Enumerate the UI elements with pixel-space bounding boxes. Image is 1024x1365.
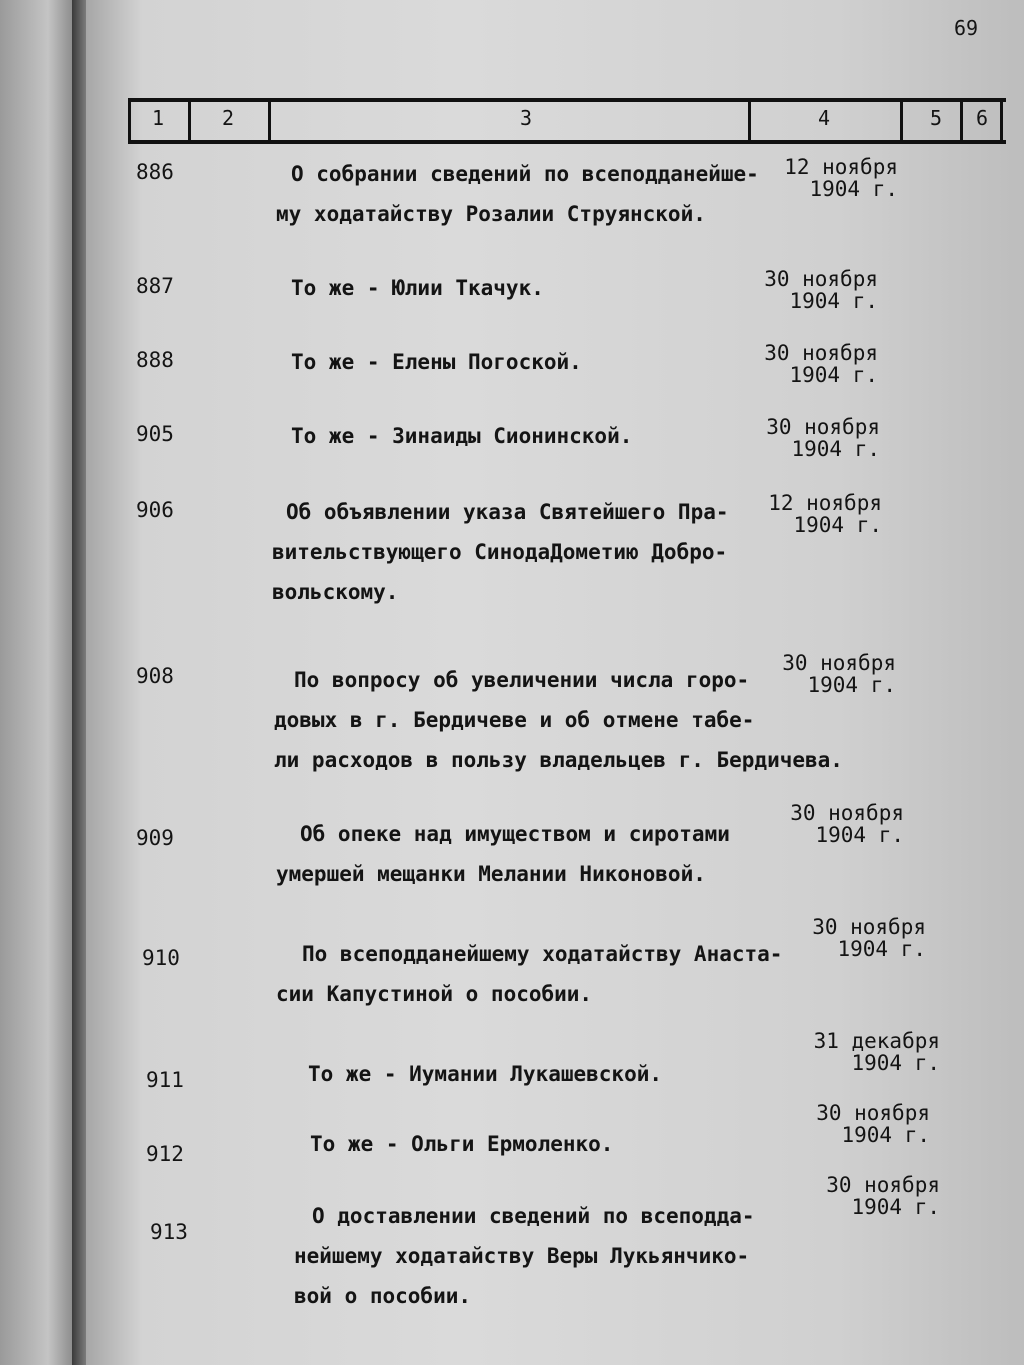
entry-title-line: О собрании сведений по всеподданейше- bbox=[291, 162, 759, 186]
entry-date-day: 30 ноября bbox=[782, 651, 896, 675]
entry-title-line: довых в г. Бердичеве и об отмене табе- bbox=[274, 708, 755, 732]
entry-date bbox=[816, 1102, 930, 1146]
entry-date-year: 1904 г. bbox=[809, 177, 898, 201]
entry-date bbox=[814, 1030, 940, 1074]
entry-title-line: По всеподданейшему ходатайству Анаста- bbox=[302, 942, 783, 966]
entry-date-day: 30 ноября bbox=[812, 915, 926, 939]
header-divider bbox=[1000, 102, 1003, 140]
entry-title-line: вой о пособии. bbox=[294, 1284, 472, 1308]
entry-number: 910 bbox=[142, 946, 180, 970]
entry-number: 908 bbox=[136, 664, 174, 688]
entry-date-day: 30 ноября bbox=[764, 341, 878, 365]
entry-date-year: 1904 г. bbox=[793, 513, 882, 537]
entry-date-year: 1904 г. bbox=[807, 673, 896, 697]
header-col-6: 6 bbox=[976, 106, 989, 130]
entry-number: 888 bbox=[136, 348, 174, 372]
entry-date bbox=[812, 916, 926, 960]
left-page-edge bbox=[0, 0, 80, 1365]
entry-date bbox=[790, 802, 904, 846]
entry-title-line: ли расходов в пользу владельцев г. Бердичева. bbox=[274, 748, 843, 772]
header-col-1: 1 bbox=[152, 106, 165, 130]
entry-number: 905 bbox=[136, 422, 174, 446]
entry-title-line: То же - Юлии Ткачук. bbox=[291, 276, 544, 300]
entry-date bbox=[766, 416, 880, 460]
entry-date-day: 12 ноября bbox=[768, 491, 882, 515]
header-col-4: 4 bbox=[818, 106, 831, 130]
entry-title-line: сии Капустиной о пособии. bbox=[276, 982, 593, 1006]
document-page bbox=[86, 0, 1024, 1365]
entry-title-line: То же - Елены Погоской. bbox=[291, 350, 582, 374]
table-header bbox=[128, 98, 1006, 144]
header-col-2: 2 bbox=[222, 106, 235, 130]
entry-title-line: Об объявлении указа Святейшего Пра- bbox=[286, 500, 729, 524]
entry-number: 911 bbox=[146, 1068, 184, 1092]
entry-date bbox=[826, 1174, 940, 1218]
entry-date-day: 30 ноября bbox=[764, 267, 878, 291]
entry-date bbox=[782, 652, 896, 696]
entry-title-line: умершей мещанки Мелании Никоновой. bbox=[276, 862, 706, 886]
entry-date-year: 1904 г. bbox=[851, 1051, 940, 1075]
entry-date-year: 1904 г. bbox=[791, 437, 880, 461]
entry-number: 886 bbox=[136, 160, 174, 184]
entry-date-day: 30 ноября bbox=[826, 1173, 940, 1197]
header-divider bbox=[900, 102, 903, 140]
entry-date bbox=[768, 492, 882, 536]
header-divider bbox=[268, 102, 271, 140]
entry-title-line: вительствующего СинодаДометию Добро- bbox=[272, 540, 728, 564]
header-col-3: 3 bbox=[520, 106, 533, 130]
entry-title-line: нейшему ходатайству Веры Лукьянчико- bbox=[294, 1244, 750, 1268]
entry-title-line: По вопросу об увеличении числа горо- bbox=[294, 668, 750, 692]
entry-date-day: 30 ноября bbox=[816, 1101, 930, 1125]
entry-date-year: 1904 г. bbox=[789, 289, 878, 313]
entry-title-line: То же - Ольги Ермоленко. bbox=[310, 1132, 614, 1156]
entry-title-line: То же - Иумании Лукашевской. bbox=[308, 1062, 663, 1086]
header-divider bbox=[128, 102, 131, 140]
entry-date-day: 12 ноября bbox=[784, 155, 898, 179]
entry-number: 912 bbox=[146, 1142, 184, 1166]
entry-date-year: 1904 г. bbox=[851, 1195, 940, 1219]
header-divider bbox=[748, 102, 751, 140]
page-number: 69 bbox=[954, 16, 979, 40]
entry-date bbox=[764, 342, 878, 386]
entry-date-year: 1904 г. bbox=[841, 1123, 930, 1147]
entry-date-day: 31 декабря bbox=[813, 1029, 940, 1053]
header-col-5: 5 bbox=[930, 106, 943, 130]
header-divider bbox=[960, 102, 963, 140]
entry-number: 913 bbox=[150, 1220, 188, 1244]
entry-title-line: Об опеке над имуществом и сиротами bbox=[300, 822, 730, 846]
entry-date-year: 1904 г. bbox=[837, 937, 926, 961]
entry-title-line: О доставлении сведений по всеподда- bbox=[312, 1204, 755, 1228]
entry-date-day: 30 ноября bbox=[790, 801, 904, 825]
header-divider bbox=[188, 102, 191, 140]
entry-date bbox=[764, 268, 878, 312]
entry-date-day: 30 ноября bbox=[766, 415, 880, 439]
entry-date bbox=[784, 156, 898, 200]
entry-number: 906 bbox=[136, 498, 174, 522]
entry-date-year: 1904 г. bbox=[815, 823, 904, 847]
entry-number: 909 bbox=[136, 826, 174, 850]
entry-title-line: То же - Зинаиды Сионинской. bbox=[291, 424, 633, 448]
entry-title-line: вольскому. bbox=[272, 580, 399, 604]
entry-date-year: 1904 г. bbox=[789, 363, 878, 387]
entry-number: 887 bbox=[136, 274, 174, 298]
entry-title-line: му ходатайству Розалии Струянской. bbox=[276, 202, 706, 226]
